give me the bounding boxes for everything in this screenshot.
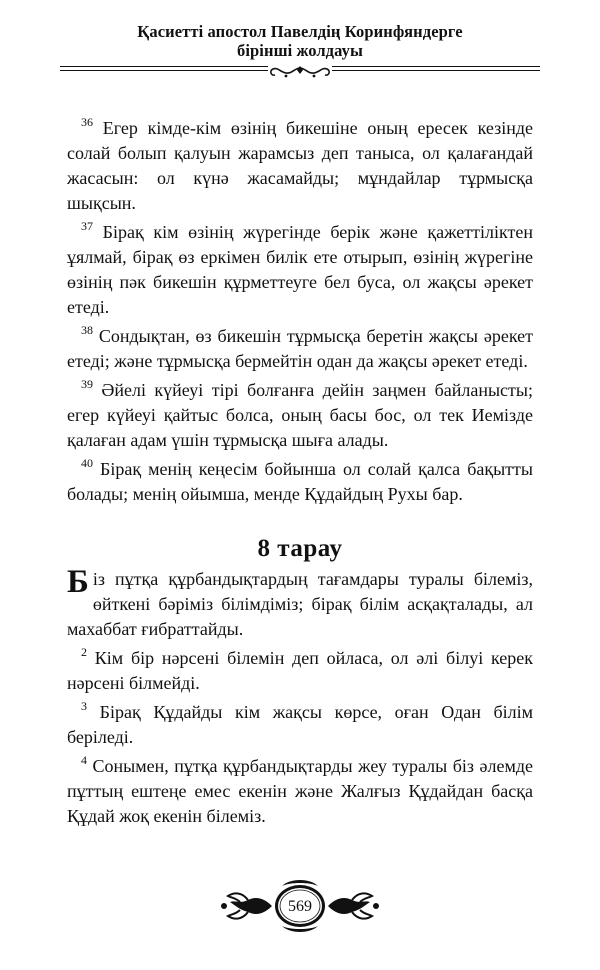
verse-40: [67, 457, 533, 507]
verse-number: 40: [81, 456, 93, 470]
chapter-heading: 8 тарау: [257, 535, 343, 562]
verse-text: Әйелі күйеуі тірі болғанға дейін заңмен байланысты; егер күйеуі қайтыс болса, оның басы бос, ол тек Иемізде қалаған адам үшін тұрмысқа шыға алады.: [67, 380, 533, 450]
drop-cap: Б: [67, 564, 89, 600]
verse-3: [67, 700, 533, 750]
verse-38: [67, 324, 533, 374]
verse-text: Сондықтан, өз бикешін тұрмысқа беретін жақсы әрекет етеді; және тұрмысқа бермейтін одан да жақсы әрекет етеді.: [67, 326, 533, 371]
verse-text: Бірақ Құдайды кім жақсы көрсе, оған Одан білім беріледі.: [67, 702, 533, 747]
header-line-1: Қасиетті апостол Павелдің Коринфяндерге: [137, 22, 463, 41]
header-line-2: бірінші жолдауы: [237, 41, 363, 60]
verse-number: 38: [81, 323, 93, 337]
verse-number: 4: [81, 753, 87, 767]
verse-number: 37: [81, 219, 93, 233]
verse-text: Бірақ менің кеңесім бойынша ол солай қалса бақытты болады; менің ойымша, менде Құдайдың Рухы бар.: [67, 459, 534, 504]
verse-39: [67, 378, 533, 453]
verse-text: Бірақ кім өзінің жүрегінде берік және қажеттіліктен ұялмай, бірақ өз еркімен билік ете отырып, өзінің жүрегіне өзінің пәк бикешін құрметтеуге бел буса, ол жақсы әрекет етеді.: [67, 222, 533, 317]
running-header: [60, 22, 540, 60]
verse-37: [67, 220, 533, 320]
verse-text: Егер кімде-кім өзінің бикешіне оның ересек кезінде солай болып қалуын жарамсыз деп таныса, ол қалағандай жасасын: ол күнә жасамайды; мұндайлар тұрмысқа шықсын.: [67, 118, 533, 213]
page-number: 569: [288, 898, 312, 915]
verse-number: 39: [81, 377, 93, 391]
chapter-first-verse: [67, 564, 533, 642]
verse-number: 36: [81, 115, 93, 129]
verse-number: 2: [81, 645, 87, 659]
page-body: [67, 116, 533, 833]
verse-number: 3: [81, 699, 87, 713]
header-ornament-icon: [262, 64, 338, 84]
verse-text: Сонымен, пұтқа құрбандықтарды жеу туралы біз әлемде пұттың ештеңе емес екенін және Жалғыз Құдайдан басқа Құдай жоқ екенін білеміз.: [67, 756, 534, 826]
verse-4: [67, 754, 533, 829]
verse-2: [67, 646, 533, 696]
verse-36: [67, 116, 533, 216]
verse-text: із пұтқа құрбандықтардың тағамдары туралы білеміз, өйткені бәріміз білімдіміз; бірақ білім асқақталады, ал махаббат ғибраттайды.: [67, 569, 533, 639]
verse-text: Кім бір нәрсені білемін деп ойласа, ол әлі білуі керек нәрсені білмейді.: [67, 648, 534, 693]
